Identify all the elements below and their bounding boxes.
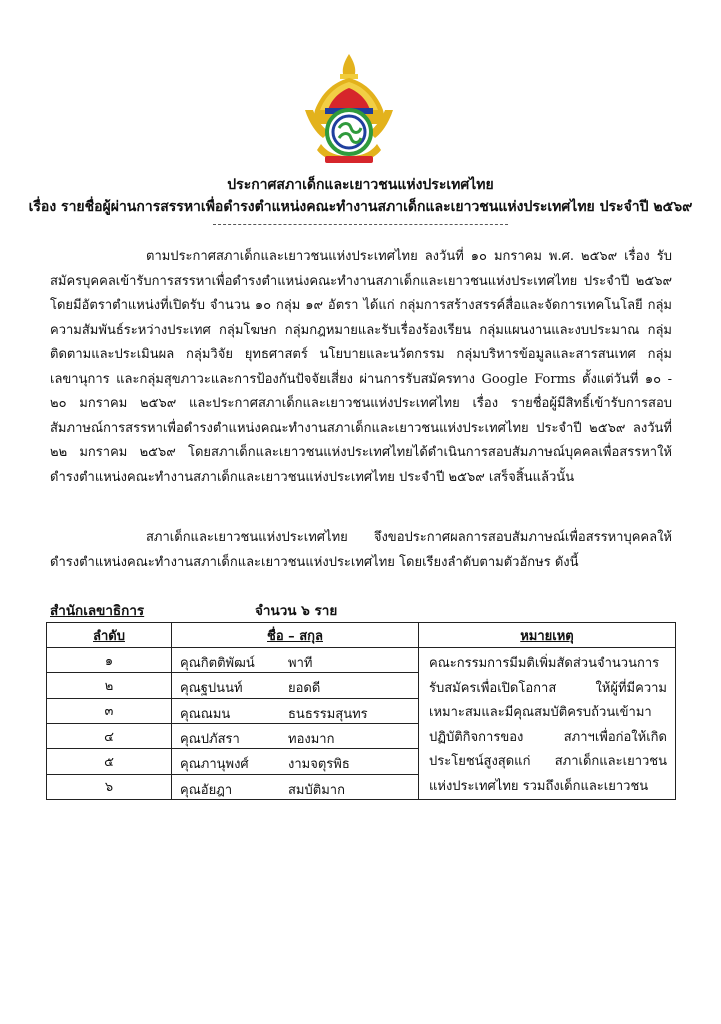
row-number: ๒ [47,673,172,698]
row-number: ๔ [47,723,172,748]
row-number: ๓ [47,698,172,723]
table-row [47,648,676,673]
row-number: ๖ [47,774,172,799]
first-name: คุณอัยฎา [180,782,233,798]
divider [213,224,508,225]
announcement-title: ประกาศสภาเด็กและเยาวชนแห่งประเทศไทย [227,177,494,193]
row-number: ๕ [47,749,172,774]
last-name: ทองมาก [288,731,335,747]
row-name-cell [172,749,419,774]
column-header-order: ลำดับ [47,623,172,648]
last-name: ยอดดี [288,681,321,697]
section-header [50,602,338,620]
remark-cell: คณะกรรมการมีมติเพิ่มสัดส่วนจำนวนการรับสมัครเพื่อเปิดโอกาส ให้ผู้ที่มีความเหมาะสมและมีคุณสมบัติครบถ้วนเข้ามาปฏิบัติกิจการของ สภาฯเพื่อก่อให้เกิดประโยชน์สูงสุดแก่ สภาเด็กและเยาวชนแห่งประเทศไทย รวมถึงเด็กและเยาวชน [419,648,676,800]
row-name-cell [172,723,419,748]
last-name: งามจตุรพิธ [288,757,350,773]
row-name-cell [172,698,419,723]
first-name: คุณกิตติพัฒน์ [180,656,255,671]
last-name: พาที [288,656,313,671]
table-header-row [47,623,676,648]
last-name: สมบัติมาก [288,782,345,798]
first-name: คุณณมน [180,706,231,722]
council-emblem-icon [303,52,395,170]
section-count: จำนวน ๖ ราย [255,603,338,619]
column-header-name: ชื่อ – สกุล [172,623,419,648]
column-header-remark: หมายเหตุ [419,623,676,648]
roster-table [46,622,676,800]
first-name: คุณปภัสรา [180,731,240,747]
section-name: สำนักเลขาธิการ [50,603,145,619]
row-name-cell [172,673,419,698]
row-name-cell [172,774,419,799]
row-name-cell [172,648,419,673]
row-number: ๑ [47,648,172,673]
first-name: คุณฐปนนท์ [180,681,243,697]
body-paragraph: สภาเด็กและเยาวชนแห่งประเทศไทย จึงขอประกาศผลการสอบสัมภาษณ์เพื่อสรรหาบุคคลให้ดำรงตำแหน่งคณะทำงานสภาเด็กและเยาวชนแห่งประเทศไทย โดยเรียงลำดับตามตัวอักษร ดังนี้ [50,530,672,570]
body-paragraph: ตามประกาศสภาเด็กและเยาวชนแห่งประเทศไทย ลงวันที่ ๑๐ มกราคม พ.ศ. ๒๕๖๙ เรื่อง รับสมัครบุคคลเข้ารับการสรรหาเพื่อดำรงตำแหน่งคณะทำงานสภาเด็กและเยาวชนแห่งประเทศไทย ประจำปี ๒๕๖๙ โดยมีอัตราตำแหน่งที่เปิดรับ จำนวน ๑๐ กลุ่ม ๑๙ อัตรา ได้แก่ กลุ่มการสร้างสรรค์สื่อและจัดการเทคโนโลยี กลุ่มความสัมพันธ์ระหว่างประเทศ กลุ่มโฆษก กลุ่มกฎหมายและรับเรื่องร้องเรียน กลุ่มแผนงานและงบประมาณ กลุ่มติดตามและประเมินผล กลุ่มวิจัย ยุทธศาสตร์ นโยบายและนวัตกรรม กลุ่มบริหารข้อมูลและสารสนเทศ กลุ่มเลขานุการ และกลุ่มสุขภาวะและการป้องกันปัจจัยเสี่ยง ผ่านการรับสมัครทาง Google Forms ตั้งแต่วันที่ ๑๐ - ๒๐ มกราคม ๒๕๖๙ และประกาศสภาเด็กและเยาวชนแห่งประเทศไทย เรื่อง รายชื่อผู้มีสิทธิ์เข้ารับการสอบสัมภาษณ์การสรรหาเพื่อดำรงตำแหน่งคณะทำงานสภาเด็กและเยาวชนแห่งประเทศไทย ประจำปี ๒๕๖๙ ลงวันที่ ๒๒ มกราคม ๒๕๖๙ โดยสภาเด็กและเยาวชนแห่งประเทศไทยได้ดำเนินการสอบสัมภาษณ์บุคคลเพื่อสรรหาให้ดำรงตำแหน่งคณะทำงานสภาเด็กและเยาวชนแห่งประเทศไทย ประจำปี ๒๕๖๙ เสร็จสิ้นแล้วนั้น [50,249,672,485]
first-name: คุณภานุพงศ์ [180,757,249,773]
announcement-subject: เรื่อง รายชื่อผู้ผ่านการสรรหาเพื่อดำรงตำแหน่งคณะทำงานสภาเด็กและเยาวชนแห่งประเทศไทย ประจำปี ๒๕๖๙ [28,199,693,215]
last-name: ธนธรรมสุนทร [288,706,368,722]
